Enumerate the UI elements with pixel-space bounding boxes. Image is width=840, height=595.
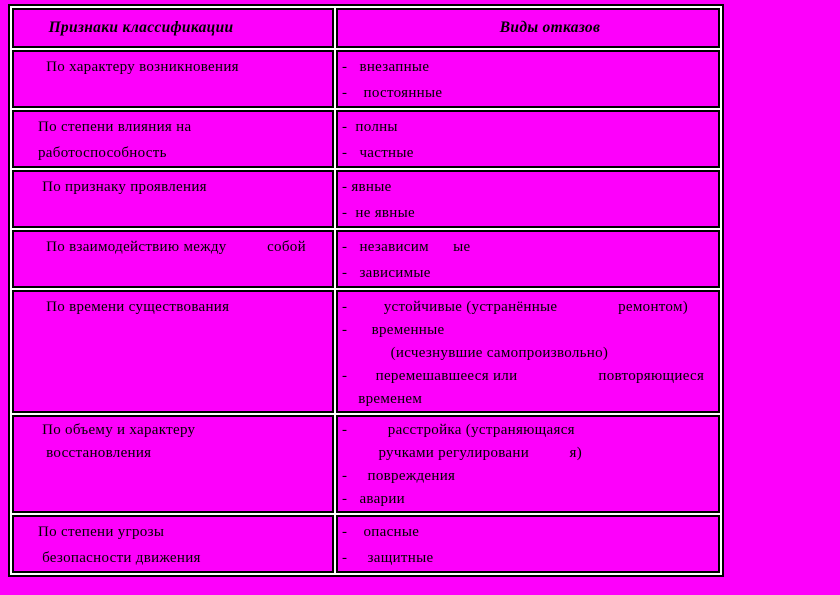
failure-item: - полны: [342, 119, 398, 135]
classification-feature-cell: [12, 415, 334, 513]
failure-types-cell: [336, 415, 720, 513]
classification-feature-cell: [12, 230, 334, 288]
classification-feature-cell: [12, 50, 334, 108]
feature-text: По признаку проявления: [38, 179, 207, 195]
failure-types-cell: [336, 50, 720, 108]
feature-text: По объему и характеру: [38, 422, 196, 438]
failure-item: временем: [342, 391, 423, 407]
failure-types-cell: [336, 515, 720, 573]
table-row: [12, 415, 720, 513]
classification-feature-cell: [12, 515, 334, 573]
failure-item: - не явные: [342, 205, 415, 221]
failure-item: - повреждения: [342, 468, 456, 484]
table-row: [12, 110, 720, 168]
feature-text: По характеру возникновения: [38, 59, 239, 75]
classification-feature-cell: [12, 170, 334, 228]
table-row: [12, 515, 720, 573]
classification-feature-cell: [12, 110, 334, 168]
header-row: [12, 8, 720, 48]
feature-text: По взаимодействию между собой: [38, 239, 306, 255]
failure-classification-table: [8, 4, 724, 577]
failure-item: - частные: [342, 145, 414, 161]
failure-item: - независим ые: [342, 239, 471, 255]
failure-item: - явные: [342, 179, 392, 195]
failure-item: - аварии: [342, 491, 405, 507]
failure-item: - внезапные: [342, 59, 430, 75]
feature-text: восстановления: [38, 445, 152, 461]
failure-types-cell: [336, 110, 720, 168]
failure-item: (исчезнувшие самопроизвольно): [342, 345, 609, 361]
failure-item: - опасные: [342, 524, 420, 540]
failure-item: - временные: [342, 322, 445, 338]
table-row: [12, 230, 720, 288]
failure-types-header-cell: [336, 8, 720, 48]
failure-item: ручками регулировани я): [342, 445, 583, 461]
classification-header-label: Признаки классификации: [48, 19, 234, 36]
table-row: [12, 170, 720, 228]
failure-types-cell: [336, 230, 720, 288]
feature-text: По степени влияния на: [38, 119, 192, 135]
feature-text: По степени угрозы: [38, 524, 165, 540]
classification-feature-cell: [12, 290, 334, 413]
feature-text: работоспособность: [38, 145, 167, 161]
table-row: [12, 290, 720, 413]
classification-header-cell: [12, 8, 334, 48]
failure-item: - защитные: [342, 550, 434, 566]
table-row: [12, 50, 720, 108]
failure-item: - зависимые: [342, 265, 431, 281]
feature-text: безопасности движения: [38, 550, 201, 566]
failure-types-cell: [336, 170, 720, 228]
failure-types-cell: [336, 290, 720, 413]
failure-types-header-label: Виды отказов: [499, 19, 601, 36]
failure-item: - постоянные: [342, 85, 443, 101]
failure-item: - перемешавшееся или повторяющиеся: [342, 368, 705, 384]
feature-text: По времени существования: [38, 299, 230, 315]
failure-item: - расстройка (устраняющаяся: [342, 422, 575, 438]
failure-item: - устойчивые (устранённые ремонтом): [342, 299, 689, 315]
